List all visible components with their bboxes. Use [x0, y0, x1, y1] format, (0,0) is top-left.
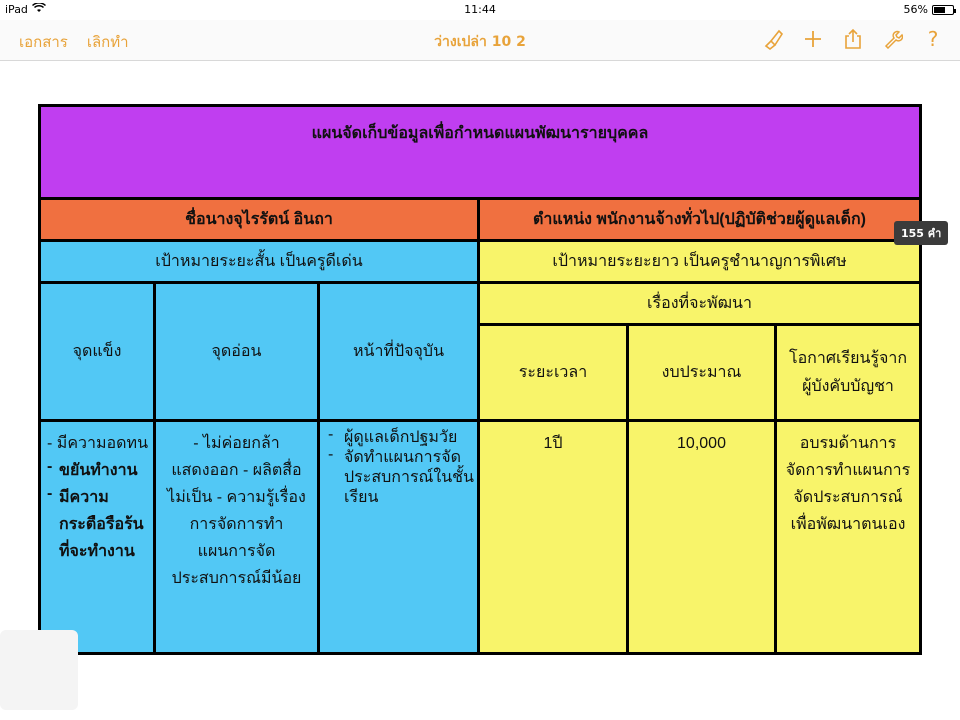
word-count-badge: 155 คำ	[894, 221, 948, 245]
document-title[interactable]: ว่างเปล่า 10 2	[434, 34, 526, 50]
development-plan-table	[38, 104, 922, 655]
name-cell[interactable]: ชื่อนางจุไรรัตน์ อินถา	[40, 199, 479, 241]
weaknesses-cell[interactable]: - ไม่ค่อยกล้าแสดงออก - ผลิตสื่อไม่เป็น - ความรู้เรื่องการจัดการทำแผนการจัดประสบการณ์มีน้อย	[155, 421, 319, 654]
duty-item: - จัดทำแผนการจัดประสบการณ์ในชั้นเรียน	[328, 448, 477, 508]
duty-item: - ผู้ดูแลเด็กปฐมวัย	[328, 428, 477, 448]
paintbrush-icon[interactable]	[760, 26, 786, 52]
learning-value[interactable]: อบรมด้านการจัดการทำแผนการจัดประสบการณ์เพื่อพัฒนาตนเอง	[776, 421, 921, 654]
header-budget[interactable]: งบประมาณ	[628, 325, 776, 421]
duration-value[interactable]: 1ปี	[479, 421, 628, 654]
corner-overlay	[0, 630, 78, 710]
header-current-duty[interactable]: หน้าที่ปัจจุบัน	[319, 283, 479, 421]
short-term-goal[interactable]: เป้าหมายระยะสั้น เป็นครูดีเด่น	[40, 241, 479, 283]
status-time: 11:44	[464, 3, 496, 16]
battery-percent: 56%	[903, 3, 928, 16]
table-title[interactable]: แผนจัดเก็บข้อมูลเพื่อกำหนดแผนพัฒนารายบุคคล	[40, 106, 921, 199]
strength-first: - มีความอดทน	[47, 435, 149, 452]
wrench-icon[interactable]	[880, 26, 906, 52]
undo-button[interactable]: เลิกทำ	[86, 33, 129, 51]
position-cell[interactable]: ตำแหน่ง พนักงานจ้างทั่วไป(ปฏิบัติช่วยผู้ดูแลเด็ก)	[479, 199, 921, 241]
toolbar	[0, 20, 960, 61]
documents-button[interactable]: เอกสาร	[19, 33, 68, 51]
budget-value[interactable]: 10,000	[628, 421, 776, 654]
header-strengths[interactable]: จุดแข็ง	[40, 283, 155, 421]
strength-item: - มีความกระตือรือร้นที่จะทำงาน	[47, 484, 153, 565]
help-icon[interactable]: ?	[927, 27, 939, 51]
share-icon[interactable]	[840, 26, 866, 52]
strength-item: - ขยันทำงาน	[47, 457, 153, 484]
header-weaknesses[interactable]: จุดอ่อน	[155, 283, 319, 421]
header-development[interactable]: เรื่องที่จะพัฒนา	[479, 283, 921, 325]
header-duration[interactable]: ระยะเวลา	[479, 325, 628, 421]
device-label: iPad	[5, 3, 28, 16]
status-right	[904, 3, 954, 16]
battery-icon	[932, 5, 954, 15]
strengths-cell[interactable]	[40, 421, 155, 654]
long-term-goal[interactable]: เป้าหมายระยะยาว เป็นครูชำนาญการพิเศษ	[479, 241, 921, 283]
duties-cell[interactable]	[319, 421, 479, 654]
header-learning[interactable]: โอกาศเรียนรู้จากผู้บังคับบัญชา	[776, 325, 921, 421]
toolbar-right	[760, 26, 946, 52]
status-bar	[0, 0, 960, 20]
plus-icon[interactable]	[800, 26, 826, 52]
